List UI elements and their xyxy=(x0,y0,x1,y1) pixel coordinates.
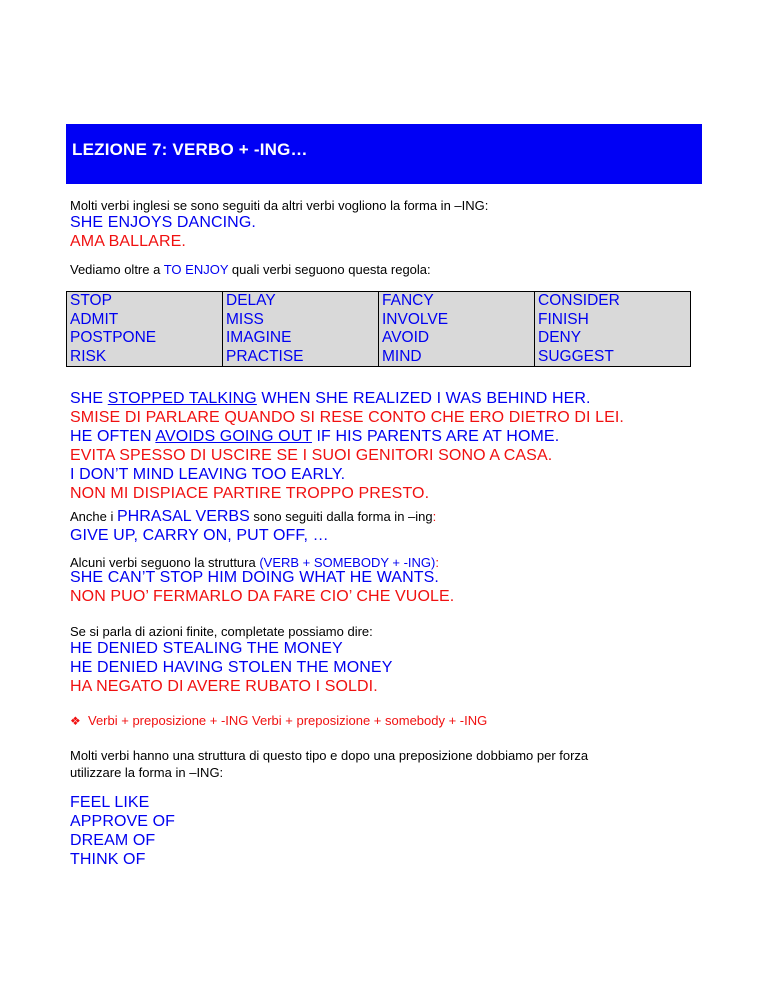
struttura-intro xyxy=(70,555,439,570)
example2-line2: SMISE DI PARLARE QUANDO SI RESE CONTO CHE ERO DIETRO DI LEI. xyxy=(70,409,624,426)
verb-cell: STOP xyxy=(70,292,112,309)
struttura-colon: : xyxy=(435,555,439,570)
struttura-pre: Alcuni verbi seguono la struttura xyxy=(70,555,260,570)
example1-english: SHE ENJOYS DANCING. xyxy=(70,214,256,231)
phrasal-highlight: PHRASAL VERBS xyxy=(116,508,250,525)
verb-cell: FANCY xyxy=(382,292,434,309)
verb-cell: MISS xyxy=(226,310,264,328)
verb-cell: AVOID xyxy=(382,329,430,346)
verb-column xyxy=(379,292,535,367)
verb-column xyxy=(535,292,691,367)
verb-cell: SUGGEST xyxy=(538,347,614,365)
verb-cell: ADMIT xyxy=(70,310,119,328)
struttura-highlight: (VERB + SOMEBODY + -ING) xyxy=(259,555,436,570)
verb-cell: INVOLVE xyxy=(382,310,449,328)
example2-line4: EVITA SPESSO DI USCIRE SE I SUOI GENITORI SONO A CASA. xyxy=(70,447,553,464)
prep-verb-item: THINK OF xyxy=(70,851,146,868)
verb-cell: DELAY xyxy=(226,292,276,309)
verb-column xyxy=(67,292,223,367)
verb-cell: PRACTISE xyxy=(226,347,304,365)
prep-verb-item: FEEL LIKE xyxy=(70,794,150,811)
phrasal-colon: : xyxy=(432,509,437,524)
struttura-english: SHE CAN’T STOP HIM DOING WHAT HE WANTS. xyxy=(70,569,439,586)
lesson-title-banner xyxy=(66,124,702,184)
phrasal-example: GIVE UP, CARRY ON, PUT OFF, … xyxy=(70,527,329,544)
diamond-bullet-icon: ❖ xyxy=(70,714,81,728)
verb-cell: POSTPONE xyxy=(70,329,157,346)
verb-cell: FINISH xyxy=(538,310,589,328)
verb-cell: DENY xyxy=(538,329,582,346)
bullet-line xyxy=(70,713,487,728)
example2-line3-pre: HE OFTEN xyxy=(70,428,156,445)
finite-line3: HA NEGATO DI AVERE RUBATO I SOLDI. xyxy=(70,678,378,695)
example2-line3 xyxy=(70,428,559,446)
lesson-title: LEZIONE 7: VERBO + -ING… xyxy=(72,140,308,159)
example2-line3-underlined: AVOIDS GOING OUT xyxy=(155,428,312,445)
intro-text: Molti verbi inglesi se sono seguiti da altri verbi vogliono la forma in –ING: xyxy=(70,198,489,213)
prep-verb-item: DREAM OF xyxy=(70,832,156,849)
prep-intro-line1: Molti verbi hanno una struttura di questo tipo e dopo una preposizione dobbiamo per forza xyxy=(70,748,589,763)
verb-column xyxy=(223,292,379,367)
example2-line1-underlined: STOPPED TALKING xyxy=(107,390,257,407)
example2-line1-pre: SHE xyxy=(70,390,108,407)
phrasal-post: sono seguiti dalla forma in –ing xyxy=(249,509,433,524)
phrasal-pre: Anche i xyxy=(70,509,117,524)
example2-line3-post: IF HIS PARENTS ARE AT HOME. xyxy=(311,428,560,445)
finite-line2: HE DENIED HAVING STOLEN THE MONEY xyxy=(70,659,393,676)
example2-line6: NON MI DISPIACE PARTIRE TROPPO PRESTO. xyxy=(70,485,430,502)
vediamo-text xyxy=(70,262,431,277)
verb-cell: CONSIDER xyxy=(538,292,620,309)
vediamo-pre: Vediamo oltre a xyxy=(70,262,164,277)
verb-cell: RISK xyxy=(70,347,107,365)
prep-verb-item: APPROVE OF xyxy=(70,813,176,830)
struttura-italian: NON PUO’ FERMARLO DA FARE CIO’ CHE VUOLE. xyxy=(70,588,455,605)
example2-line5: I DON’T MIND LEAVING TOO EARLY. xyxy=(70,466,346,483)
phrasal-intro xyxy=(70,508,436,526)
example2-line1-post: WHEN SHE REALIZED I WAS BEHIND HER. xyxy=(256,390,591,407)
verb-cell: MIND xyxy=(382,347,422,365)
vediamo-post: quali verbi seguono questa regola: xyxy=(228,262,431,277)
verb-table xyxy=(66,291,691,367)
prep-intro-line2: utilizzare la forma in –ING: xyxy=(70,765,224,780)
vediamo-highlight: TO ENJOY xyxy=(163,262,229,277)
finite-intro: Se si parla di azioni finite, completate possiamo dire: xyxy=(70,624,373,639)
bullet-text: Verbi + preposizione + -ING Verbi + preposizione + somebody + -ING xyxy=(88,713,488,728)
example2-line1 xyxy=(70,390,591,408)
example1-italian: AMA BALLARE. xyxy=(70,233,186,250)
finite-line1: HE DENIED STEALING THE MONEY xyxy=(70,640,343,657)
verb-cell: IMAGINE xyxy=(226,329,292,346)
